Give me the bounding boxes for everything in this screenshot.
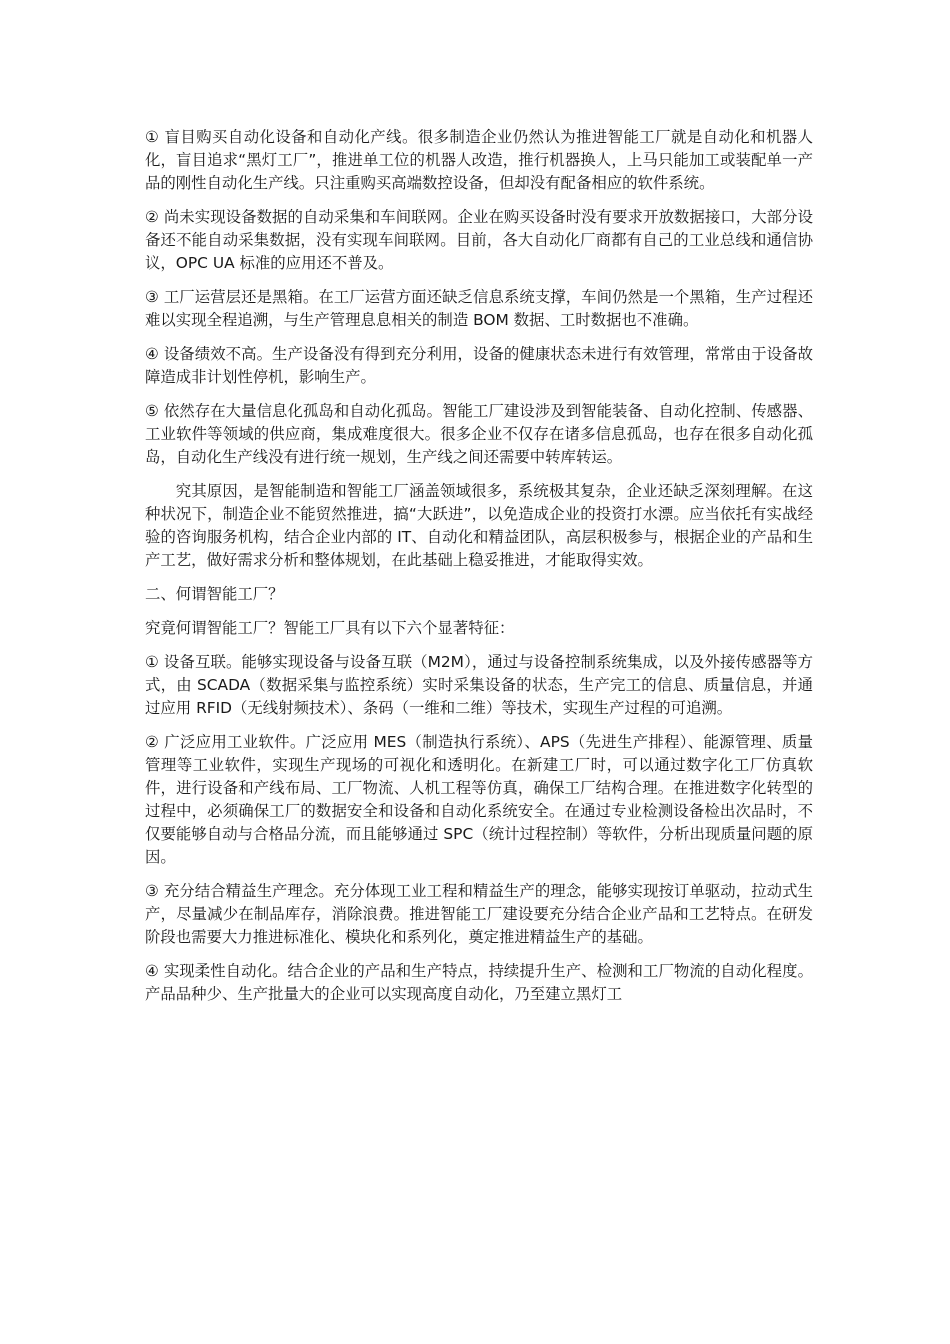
- paragraph-information-islands: ⑤ 依然存在大量信息化孤岛和自动化孤岛。智能工厂建设涉及到智能装备、自动化控制、传感器、工业软件等领域的供应商，集成难度很大。很多企业不仅存在诸多信息孤岛，也存在很多自动化孤岛，自动化生产线没有进行统一规划，生产线之间还需要中转库转运。: [145, 402, 813, 466]
- paragraph-device-interconnection: ① 设备互联。能够实现设备与设备互联（M2M），通过与设备控制系统集成，以及外接传感器等方式，由 SCADA（数据采集与监控系统）实时采集设备的状态，生产完工的信息、质量信息，并通过应用 RFID（无线射频技术）、条码（一维和二维）等技术，实现生产过程的可追溯。: [145, 653, 813, 717]
- paragraph-device-data-collection: ② 尚未实现设备数据的自动采集和车间联网。企业在购买设备时没有要求开放数据接口，大部分设备还不能自动采集数据，没有实现车间联网。目前，各大自动化厂商都有自己的工业总线和通信协议，OPC UA 标准的应用还不普及。: [145, 208, 813, 272]
- paragraph-industrial-software: ② 广泛应用工业软件。广泛应用 MES（制造执行系统）、APS（先进生产排程）、能源管理、质量管理等工业软件，实现生产现场的可视化和透明化。在新建工厂时，可以通过数字化工厂仿真软件，进行设备和产线布局、工厂物流、人机工程等仿真，确保工厂结构合理。在推进数字化转型的过程中，必须确保工厂的数据安全和设备和自动化系统安全。在通过专业检测设备检出次品时，不仅要能够自动与合格品分流，而且能够通过 SPC（统计过程控制）等软件，分析出现质量问题的原因。: [145, 733, 813, 866]
- paragraph-blind-automation: ① 盲目购买自动化设备和自动化产线。很多制造企业仍然认为推进智能工厂就是自动化和机器人化，盲目追求“黑灯工厂”，推进单工位的机器人改造，推行机器换人，上马只能加工或装配单一产品的刚性自动化生产线。只注重购买高端数控设备，但却没有配备相应的软件系统。: [145, 128, 813, 192]
- section-heading-smart-factory: 二、何谓智能工厂？: [145, 585, 284, 603]
- paragraph-equipment-performance: ④ 设备绩效不高。生产设备没有得到充分利用，设备的健康状态未进行有效管理，常常由于设备故障造成非计划性停机，影响生产。: [145, 345, 813, 386]
- paragraph-black-box-operations: ③ 工厂运营层还是黑箱。在工厂运营方面还缺乏信息系统支撑，车间仍然是一个黑箱，生产过程还难以实现全程追溯，与生产管理息息相关的制造 BOM 数据、工时数据也不准确。: [145, 288, 813, 329]
- document-page: [145, 126, 813, 1017]
- paragraph-six-features-intro: 究竟何谓智能工厂？智能工厂具有以下六个显著特征：: [145, 619, 515, 637]
- paragraph-root-cause: 究其原因，是智能制造和智能工厂涵盖领域很多，系统极其复杂，企业还缺乏深刻理解。在这种状况下，制造企业不能贸然推进，搞“大跃进”，以免造成企业的投资打水漂。应当依托有实战经验的咨询服务机构，结合企业内部的 IT、自动化和精益团队，高层积极参与，根据企业的产品和生产工艺，做好需求分析和整体规划，在此基础上稳妥推进，才能取得实效。: [145, 482, 813, 569]
- paragraph-lean-production: ③ 充分结合精益生产理念。充分体现工业工程和精益生产的理念，能够实现按订单驱动，拉动式生产，尽量减少在制品库存，消除浪费。推进智能工厂建设要充分结合企业产品和工艺特点。在研发阶段也需要大力推进标准化、模块化和系列化，奠定推进精益生产的基础。: [145, 882, 813, 946]
- paragraph-flexible-automation: ④ 实现柔性自动化。结合企业的产品和生产特点，持续提升生产、检测和工厂物流的自动化程度。产品品种少、生产批量大的企业可以实现高度自动化，乃至建立黑灯工: [145, 962, 813, 1003]
